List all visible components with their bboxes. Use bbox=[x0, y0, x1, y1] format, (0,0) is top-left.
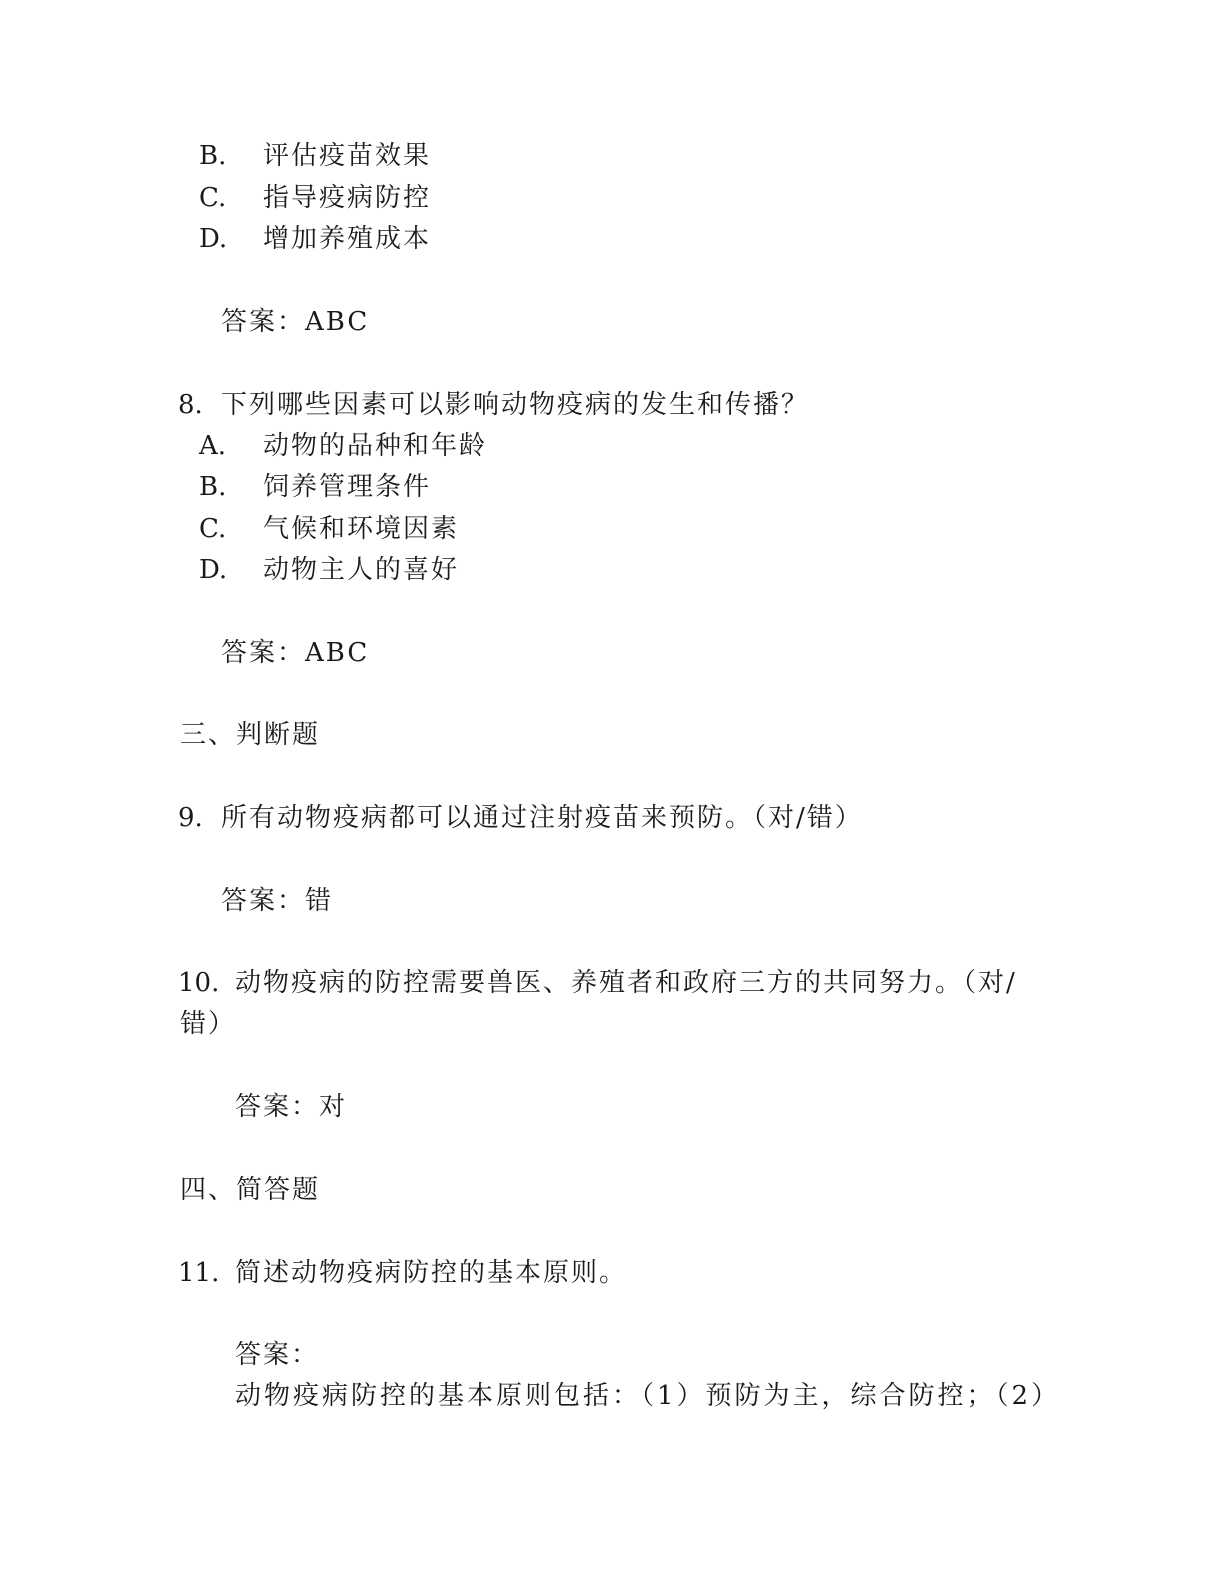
q7-option-d-letter: D. bbox=[199, 224, 228, 254]
q8-option-d-letter: D. bbox=[199, 555, 228, 585]
q10-answer: 答案：对 bbox=[235, 1092, 348, 1122]
q10-question-text-line2: 错） bbox=[180, 1009, 237, 1039]
q8-option-b-text: 饲养管理条件 bbox=[263, 472, 432, 502]
q11-answer-label: 答案： bbox=[235, 1340, 320, 1370]
q8-option-b-letter: B. bbox=[199, 472, 227, 502]
q9-question-text: 所有动物疫病都可以通过注射疫苗来预防。（对/错） bbox=[221, 803, 863, 833]
q8-option-c-text: 气候和环境因素 bbox=[263, 514, 460, 544]
section-heading-short-answer: 四、简答题 bbox=[180, 1175, 321, 1205]
q7-option-b-letter: B. bbox=[199, 141, 227, 171]
q7-option-c-text: 指导疫病防控 bbox=[263, 183, 432, 213]
q8-option-a-letter: A. bbox=[199, 431, 227, 461]
q7-option-d-text: 增加养殖成本 bbox=[263, 224, 432, 254]
q11-number: 11. bbox=[178, 1258, 220, 1288]
q8-option-a-text: 动物的品种和年龄 bbox=[263, 431, 488, 461]
q8-option-c-letter: C. bbox=[199, 514, 227, 544]
q7-option-c-letter: C. bbox=[199, 183, 227, 213]
q8-number: 8. bbox=[178, 390, 203, 420]
q8-answer: 答案：ABC bbox=[221, 638, 370, 668]
q10-number: 10. bbox=[178, 968, 220, 998]
q11-question-text: 简述动物疫病防控的基本原则。 bbox=[235, 1258, 628, 1288]
q8-option-d-text: 动物主人的喜好 bbox=[263, 555, 460, 585]
q9-answer: 答案：错 bbox=[221, 886, 334, 916]
section-heading-true-false: 三、判断题 bbox=[180, 720, 321, 750]
q11-answer-line1: 动物疫病防控的基本原则包括：（1）预防为主，综合防控；（2） bbox=[235, 1381, 1061, 1411]
q7-answer: 答案：ABC bbox=[221, 307, 370, 337]
q10-question-text-line1: 动物疫病的防控需要兽医、养殖者和政府三方的共同努力。（对/ bbox=[235, 968, 1017, 998]
q8-question-text: 下列哪些因素可以影响动物疫病的发生和传播？ bbox=[221, 390, 810, 420]
q9-number: 9. bbox=[178, 803, 203, 833]
q7-option-b-text: 评估疫苗效果 bbox=[263, 141, 432, 171]
